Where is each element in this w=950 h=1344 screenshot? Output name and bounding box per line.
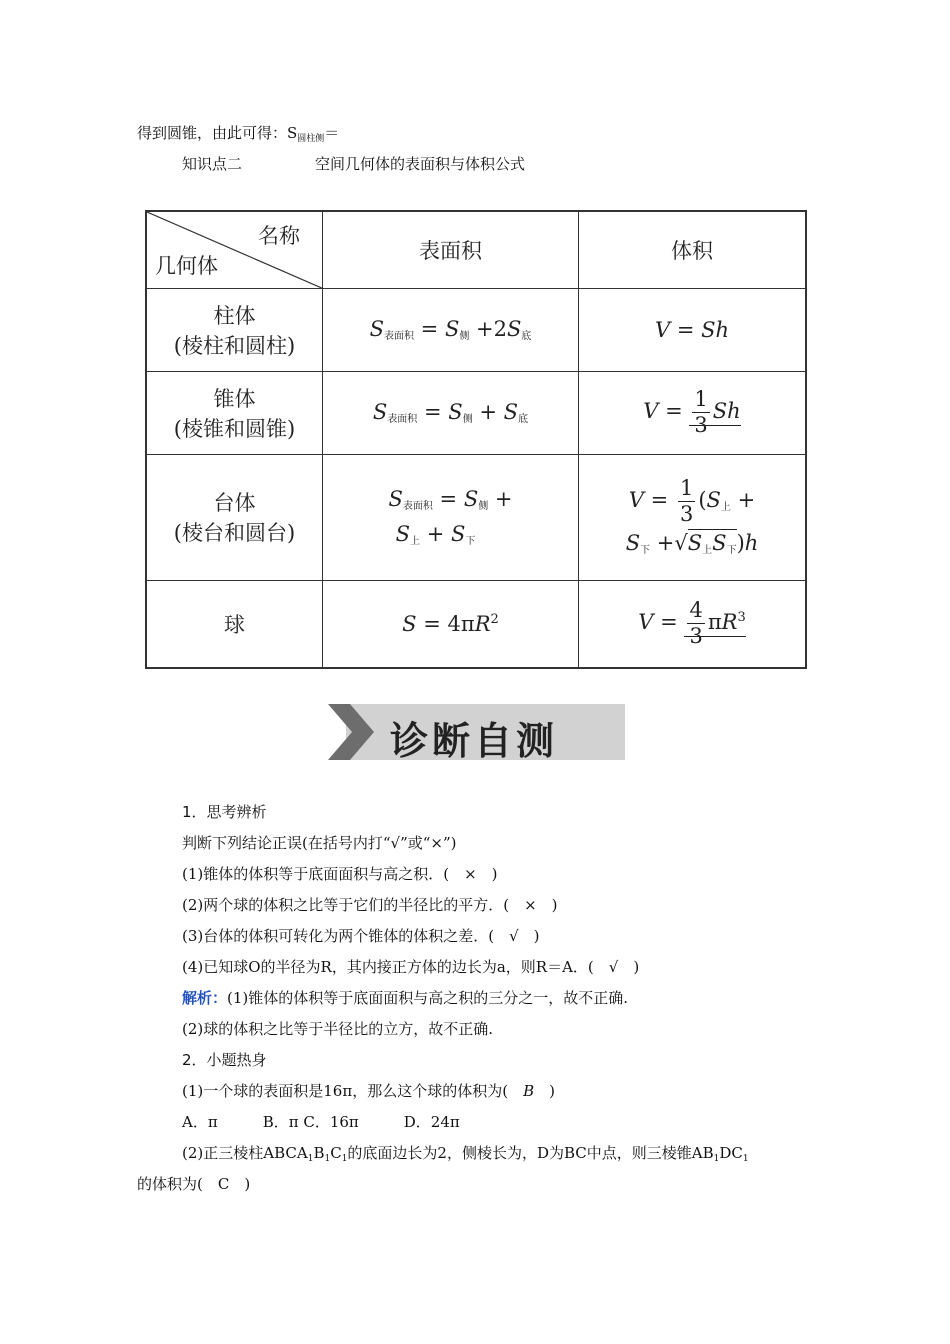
sym: = — [439, 487, 458, 511]
volume-formula — [579, 580, 807, 668]
sym: Sh — [712, 399, 741, 423]
sym: = — [420, 317, 439, 341]
sym: + — [476, 317, 494, 341]
sym: 表面积 — [402, 501, 433, 512]
diagonal-header-cell — [146, 211, 323, 288]
sub: 1 — [742, 1154, 749, 1164]
statement-1: (1)锥体的体积等于底面面积与高之积．( × ) — [182, 865, 498, 883]
sym: 上 — [410, 536, 420, 547]
sym: 表面积 — [387, 414, 418, 425]
surface-formula — [323, 288, 579, 371]
row-name-cell — [146, 580, 323, 668]
row-name-cell — [146, 371, 323, 454]
sym: S — [625, 531, 641, 555]
volume-formula — [579, 454, 807, 580]
header-surface: 表面积 — [323, 211, 579, 288]
sym: 3 — [679, 502, 694, 526]
sym: S — [507, 317, 522, 341]
sym: V — [643, 399, 659, 423]
sym: 上 — [720, 502, 731, 513]
q-text: 的底面边长为2，侧棱长为，D为BC中点，则三棱锥AB — [347, 1144, 714, 1162]
table-row — [146, 288, 806, 371]
sub: 1 — [324, 1154, 331, 1164]
statement-2: (2)两个球的体积之比等于它们的半径比的平方．( × ) — [182, 896, 558, 914]
sym: 4 — [689, 598, 703, 623]
sym: ) — [736, 531, 745, 555]
sym: S — [369, 317, 384, 341]
q2-question-2-cont: 的体积为( C ) — [137, 1175, 251, 1193]
sym: V — [654, 317, 671, 342]
analysis-text: (1)锥体的体积等于底面面积与高之积的三分之一，故不正确. — [227, 989, 629, 1007]
sym: 下 — [726, 545, 737, 556]
sym: = — [650, 488, 669, 512]
sym: 2 — [490, 611, 499, 627]
q1-heading: 1．思考辨析 — [182, 803, 267, 821]
intro-line — [137, 123, 339, 149]
sub: 1 — [341, 1154, 348, 1164]
sym: 下 — [465, 536, 476, 547]
chevron-right-icon — [328, 704, 388, 760]
row-name: 锥体 — [213, 386, 256, 411]
table-row — [146, 371, 806, 454]
sym: 3 — [694, 413, 708, 437]
table-row — [146, 454, 806, 580]
sym: + — [656, 531, 675, 555]
sym: S — [463, 487, 479, 511]
formula-table — [145, 210, 807, 669]
analysis-label: 解析： — [182, 989, 228, 1007]
analysis-line-2: (2)球的体积之比等于半径比的立方，故不正确. — [182, 1020, 494, 1038]
surface-formula — [323, 580, 579, 668]
q2-question-1 — [182, 1081, 555, 1101]
header-body: 几何体 — [155, 253, 218, 278]
section-label: 知识点二 — [182, 155, 243, 173]
sym: R — [474, 611, 491, 636]
fraction — [678, 478, 695, 525]
sym: 底 — [521, 331, 532, 342]
volume-formula — [579, 288, 807, 371]
sym: 4 — [447, 611, 461, 636]
sym: 侧 — [462, 414, 473, 425]
volume-formula — [579, 371, 807, 454]
q-text: C — [330, 1144, 342, 1162]
sym: 侧 — [478, 501, 489, 512]
sym: 3 — [689, 624, 703, 649]
row-sub: (棱锥和圆锥) — [173, 416, 296, 441]
sym: h — [744, 531, 759, 555]
analysis-line-1 — [182, 988, 628, 1008]
surface-formula — [323, 371, 579, 454]
sym: = — [665, 399, 683, 423]
q2-heading: 2．小题热身 — [182, 1051, 267, 1069]
section-banner — [328, 704, 625, 763]
row-name-cell — [146, 288, 323, 371]
answer: B — [523, 1082, 535, 1100]
sym: + — [494, 487, 513, 511]
sym: = — [423, 611, 441, 636]
sym: R — [721, 610, 738, 635]
q2-question-2 — [182, 1143, 749, 1169]
statement-4: (4)已知球O的半径为R，其内接正方体的边长为a，则R＝A．( √ ) — [182, 958, 640, 976]
sym: S — [444, 317, 460, 341]
row-name: 台体 — [213, 491, 256, 515]
sym: S — [388, 487, 403, 511]
sym: 底 — [518, 414, 529, 425]
sym: S — [372, 400, 388, 424]
sym: π — [460, 611, 475, 636]
statement-3: (3)台体的体积可转化为两个锥体的体积之差．( √ ) — [182, 927, 540, 945]
sym: Sh — [701, 317, 730, 342]
row-sub: (棱柱和圆柱) — [173, 333, 296, 358]
sym: = — [676, 317, 695, 342]
sym: 侧 — [459, 331, 470, 342]
surface-formula — [323, 454, 579, 580]
sym: S — [450, 522, 466, 546]
sym: V — [628, 488, 644, 512]
header-volume: 体积 — [579, 211, 807, 288]
sym: + — [479, 400, 497, 424]
intro-end: ＝ — [324, 124, 340, 142]
sym: S — [448, 400, 463, 424]
intro-sub: 圆柱侧 — [297, 134, 325, 144]
banner-title: 诊断自测 — [390, 719, 559, 763]
sym: 下 — [640, 545, 651, 556]
row-sub: (棱台和圆台) — [173, 521, 296, 545]
sym: 1 — [679, 476, 694, 500]
sym: + — [737, 488, 756, 512]
sym: ( — [698, 488, 707, 512]
sym: 表面积 — [383, 331, 414, 342]
fraction — [687, 600, 704, 647]
q-close: ) — [549, 1082, 555, 1100]
q-text: B — [313, 1144, 325, 1162]
sqrt-icon: √ — [674, 531, 688, 555]
sym: 3 — [737, 610, 746, 626]
row-name-cell — [146, 454, 323, 580]
row-name: 球 — [224, 612, 245, 637]
q-text: (1)一个球的表面积是16π，那么这个球的体积为( — [182, 1082, 509, 1100]
intro-text: 得到圆锥，由此可得：S — [137, 124, 298, 142]
section-title: 空间几何体的表面积与体积公式 — [315, 155, 526, 173]
sym: S — [503, 400, 519, 424]
instruction: 判断下列结论正误(在括号内打“√”或“×”) — [182, 834, 457, 852]
q2-options: A．π B．π C．16π D．24π — [182, 1113, 460, 1131]
sym: = — [424, 400, 442, 424]
sym: V — [638, 610, 654, 635]
sym: S — [712, 531, 727, 555]
fraction — [692, 389, 709, 436]
sym: S — [687, 531, 703, 555]
table-row — [146, 580, 806, 668]
sym: S — [706, 488, 721, 512]
sym: S — [402, 611, 417, 636]
sym: 1 — [694, 387, 708, 411]
sym: S — [395, 522, 410, 546]
sym: 2 — [493, 317, 508, 341]
sym: π — [707, 610, 722, 635]
row-name: 柱体 — [213, 303, 256, 328]
sub: 1 — [713, 1154, 720, 1164]
sym: + — [426, 522, 445, 546]
sub: 1 — [307, 1154, 314, 1164]
sym: 上 — [702, 545, 713, 556]
q-text: DC — [719, 1144, 743, 1162]
q-text: (2)正三棱柱ABCA — [182, 1144, 308, 1162]
sym: = — [660, 610, 678, 635]
table-header-row — [146, 211, 806, 288]
header-name: 名称 — [258, 224, 300, 248]
